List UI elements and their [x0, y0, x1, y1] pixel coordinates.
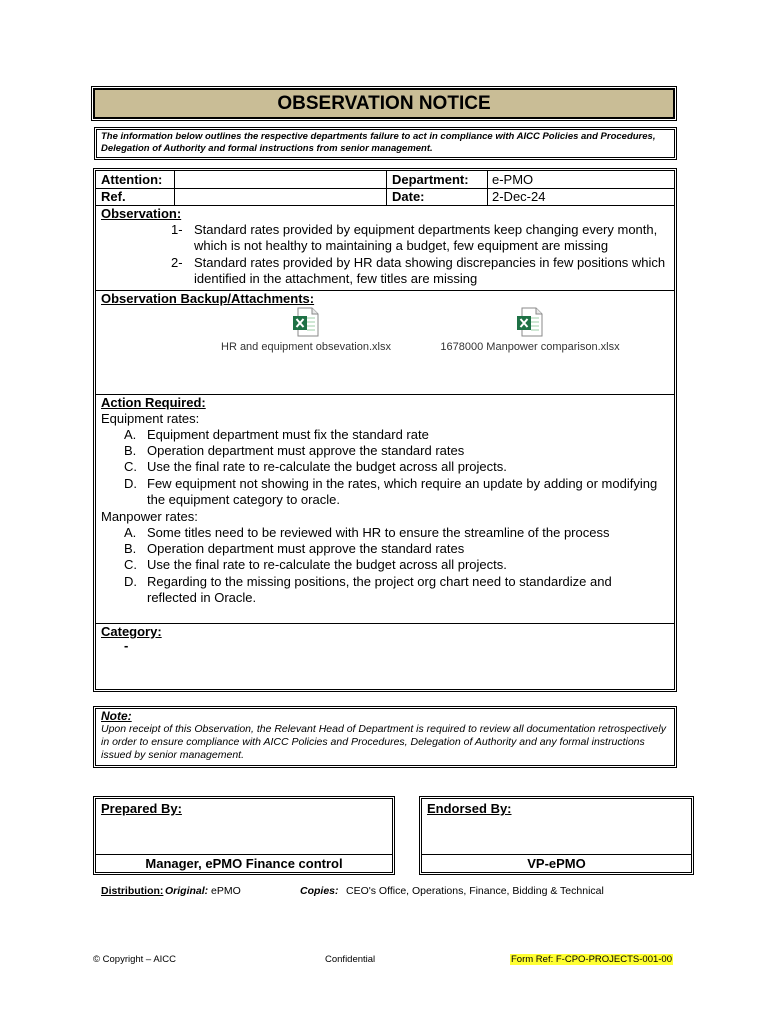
list-item: Some titles need to be reviewed with HR to ensure the streamline of the process — [147, 525, 610, 540]
attachment-filename: HR and equipment obsevation.xlsx — [221, 341, 391, 353]
department-value[interactable]: e-PMO — [492, 172, 534, 187]
department-label: Department: — [392, 172, 469, 187]
observation-item-text: Standard rates provided by equipment departments keep changing every month, — [194, 222, 658, 237]
distribution-label: Distribution: — [101, 885, 164, 897]
notice-title: OBSERVATION NOTICE — [93, 88, 675, 119]
copies-value: CEO's Office, Operations, Finance, Bidding & Technical — [346, 885, 604, 897]
list-item: Regarding to the missing positions, the project org chart need to standardize and — [147, 574, 612, 589]
note-text: Upon receipt of this Observation, the Relevant Head of Department is required to review all documentation retrospectively in order to ensure compliance with AICC Policies and Procedures, Delegation of Authority and any formal instructions issued by senior management. — [101, 723, 666, 761]
equipment-rates-heading: Equipment rates: — [101, 411, 200, 426]
ref-label: Ref. — [101, 189, 126, 204]
list-item-letter: B. — [124, 541, 137, 556]
excel-file-icon — [293, 307, 319, 337]
form-ref: Form Ref: F-CPO-PROJECTS-001-00 — [511, 954, 672, 965]
category-label: Category: — [101, 624, 162, 639]
copies-label: Copies: — [300, 885, 339, 897]
list-item: Use the final rate to re-calculate the budget across all projects. — [147, 557, 507, 572]
list-item-letter: A. — [124, 525, 137, 540]
attachment-filename: 1678000 Manpower comparison.xlsx — [440, 341, 620, 353]
attachments-label: Observation Backup/Attachments: — [101, 291, 315, 306]
list-item: Operation department must approve the standard rates — [147, 443, 465, 458]
observation-item-number: 2- — [171, 255, 183, 270]
list-item-letter: A. — [124, 427, 137, 442]
observation-label: Observation: — [101, 206, 182, 221]
list-item-letter: D. — [124, 574, 137, 589]
list-item-letter: B. — [124, 443, 137, 458]
list-item-letter: C. — [124, 557, 137, 572]
list-item-letter: C. — [124, 459, 137, 474]
observation-item-text: which is not healthy to maintaining a budget, few equipment are missing — [194, 238, 609, 253]
action-required-label: Action Required: — [101, 395, 206, 410]
main-form-table — [95, 170, 675, 690]
prepared-by-role: Manager, ePMO Finance control — [96, 854, 392, 872]
confidential-text: Confidential — [325, 954, 376, 965]
original-value: ePMO — [211, 885, 241, 897]
intro-text: The information below outlines the respective departments failure to act in compliance with AICC Policies and Procedures, Delegation of Authority and formal instructions from senior management. — [96, 129, 675, 158]
date-label: Date: — [392, 189, 425, 204]
observation-item-number: 1- — [171, 222, 183, 237]
observation-item-text: identified in the attachment, few titles are missing — [194, 271, 478, 286]
attention-label: Attention: — [101, 172, 163, 187]
endorsed-by-label: Endorsed By: — [427, 801, 512, 816]
original-label: Original: — [165, 885, 209, 897]
list-item-continued: reflected in Oracle. — [147, 590, 257, 605]
date-value[interactable]: 2-Dec-24 — [492, 189, 546, 204]
list-item: Equipment department must fix the standard rate — [147, 427, 429, 442]
note-label: Note: — [101, 709, 132, 723]
manpower-rates-heading: Manpower rates: — [101, 509, 198, 524]
copyright-text: © Copyright – AICC — [93, 954, 177, 965]
prepared-by-box — [95, 798, 393, 873]
prepared-by-label: Prepared By: — [101, 801, 182, 816]
list-item-continued: the equipment category to oracle. — [147, 492, 340, 507]
list-item-letter: D. — [124, 476, 137, 491]
list-item: Few equipment not showing in the rates, which require an update by adding or modifying — [147, 476, 658, 491]
endorsed-by-box — [421, 798, 692, 873]
note-box — [95, 708, 675, 766]
list-item: Operation department must approve the standard rates — [147, 541, 465, 556]
excel-file-icon — [517, 307, 543, 337]
list-item: Use the final rate to re-calculate the budget across all projects. — [147, 459, 507, 474]
observation-item-text: Standard rates provided by HR data showing discrepancies in few positions which — [194, 255, 666, 270]
category-value[interactable]: - — [124, 638, 129, 653]
attachment-file[interactable] — [206, 307, 406, 353]
endorsed-by-role: VP-ePMO — [422, 854, 691, 872]
attachment-file[interactable] — [430, 307, 630, 353]
